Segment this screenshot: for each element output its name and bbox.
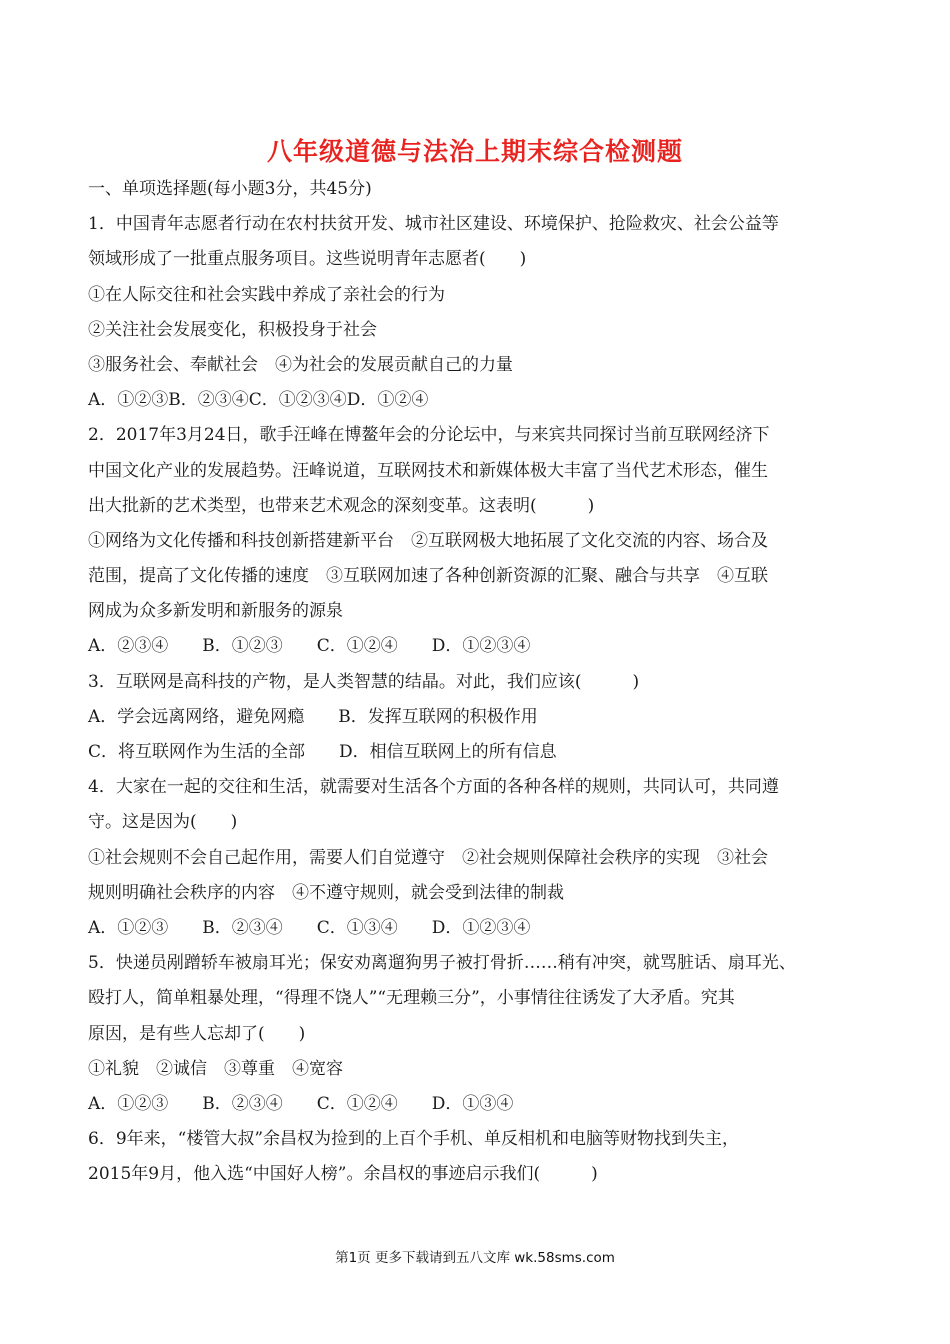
question-4-text: 4．大家在一起的交往和生活，就需要对生活各个方面的各种各样的规则，共同认可，共同遵 <box>88 777 779 798</box>
question-5-text: 殴打人，简单粗暴处理，“得理不饶人”“无理赖三分”，小事情往往诱发了大矛盾。究其 <box>88 988 735 1009</box>
question-1-statement: ②关注社会发展变化，积极投身于社会 <box>88 319 377 340</box>
question-2-options: A．②③④ B．①②③ C．①②④ D．①②③④ <box>88 636 531 657</box>
question-4-text: 守。这是因为( ) <box>88 812 238 833</box>
question-1-statement: ①在人际交往和社会实践中养成了亲社会的行为 <box>88 284 445 305</box>
question-2-text: 出大批新的艺术类型，也带来艺术观念的深刻变革。这表明( ) <box>88 495 595 516</box>
question-5-options: A．①②③ B．②③④ C．①②④ D．①③④ <box>88 1093 514 1114</box>
question-1-text: 领域形成了一批重点服务项目。这些说明青年志愿者( ) <box>88 249 527 270</box>
question-2-text: 2．2017年3月24日，歌手汪峰在博鳌年会的分论坛中，与来宾共同探讨当前互联网经济下 <box>88 425 770 446</box>
question-5-text: 5．快递员剐蹭轿车被扇耳光；保安劝离遛狗男子被打骨折……稍有冲突，就骂脏话、扇耳光、 <box>88 953 796 974</box>
question-1-text: 1．中国青年志愿者行动在农村扶贫开发、城市社区建设、环境保护、抢险救灾、社会公益等 <box>88 214 779 235</box>
question-3-text: 3．互联网是高科技的产物，是人类智慧的结晶。对此，我们应该( ) <box>88 671 640 692</box>
document-body <box>88 172 878 1192</box>
question-6-text: 2015年9月，他入选“中国好人榜”。余昌权的事迹启示我们( ) <box>88 1164 598 1185</box>
question-4-options: A．①②③ B．②③④ C．①③④ D．①②③④ <box>88 917 531 938</box>
page-footer: 第1页 更多下载请到五八文库 wk.58sms.com <box>335 1250 615 1266</box>
question-6-text: 6．9年来，“楼管大叔”余昌权为捡到的上百个手机、单反相机和电脑等财物找到失主， <box>88 1129 740 1150</box>
question-2-statement: 范围，提高了文化传播的速度 ③互联网加速了各种创新资源的汇聚、融合与共享 ④互联 <box>88 566 768 587</box>
question-2-statement: ①网络为文化传播和科技创新搭建新平台 ②互联网极大地拓展了文化交流的内容、场合及 <box>88 530 768 551</box>
question-5-text: 原因，是有些人忘却了( ) <box>88 1023 306 1044</box>
question-1-options: A．①②③B．②③④C．①②③④D．①②④ <box>88 390 429 411</box>
document-title: 八年级道德与法治上期末综合检测题 <box>266 137 683 166</box>
section-heading: 一、单项选择题(每小题3分，共45分) <box>88 179 372 199</box>
question-2-statement: 网成为众多新发明和新服务的源泉 <box>88 601 343 622</box>
question-5-statement: ①礼貌 ②诚信 ③尊重 ④宽容 <box>88 1058 343 1079</box>
question-1-statement: ③服务社会、奉献社会 ④为社会的发展贡献自己的力量 <box>88 354 513 375</box>
question-3-options: A．学会远离网络，避免网瘾 B．发挥互联网的积极作用 <box>88 706 538 727</box>
question-4-statement: ①社会规则不会自己起作用，需要人们自觉遵守 ②社会规则保障社会秩序的实现 ③社会 <box>88 847 768 868</box>
question-4-statement: 规则明确社会秩序的内容 ④不遵守规则，就会受到法律的制裁 <box>88 882 564 903</box>
question-2-text: 中国文化产业的发展趋势。汪峰说道，互联网技术和新媒体极大丰富了当代艺术形态，催生 <box>88 460 768 481</box>
question-3-options: C．将互联网作为生活的全部 D．相信互联网上的所有信息 <box>88 742 557 762</box>
